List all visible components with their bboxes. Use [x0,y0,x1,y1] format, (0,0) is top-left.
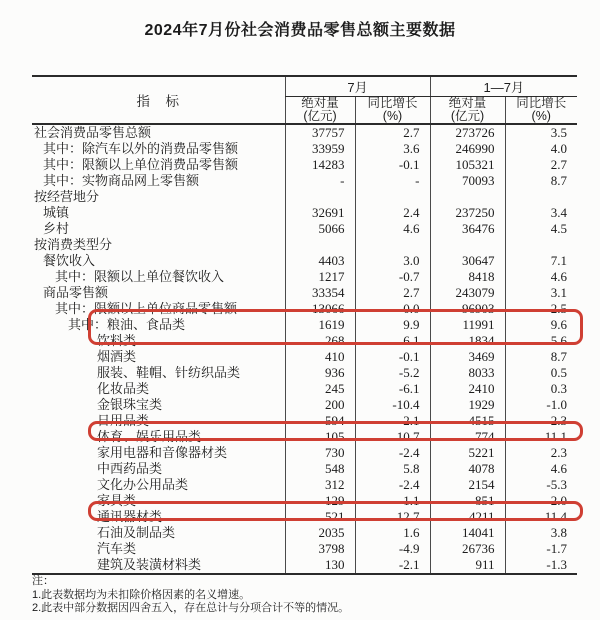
value-cell: 200 [285,397,355,413]
value-cell: 8.7 [505,173,577,189]
indicator-cell: 按经营地分 [34,189,100,204]
value-cell: 2.0 [505,493,577,509]
value-cell: 2154 [430,477,505,493]
value-cell [430,189,505,205]
indicator-cell: 城镇 [43,205,70,220]
table-row [32,397,577,413]
indicator-cell: 石油及制品类 [97,525,176,540]
value-cell: 37757 [285,124,355,141]
value-cell: 410 [285,349,355,365]
value-cell: 11.4 [505,509,577,525]
value-cell [430,237,505,253]
indicator-cell: 饮料类 [97,333,137,348]
table-row [32,173,577,189]
value-cell: 2.7 [355,124,430,141]
footnotes [32,575,349,616]
indicator-cell: 日用品类 [97,413,150,428]
value-cell: 594 [285,413,355,429]
table-row [32,413,577,429]
col-header-abs-july-unit: (亿元) [303,109,337,123]
table-row [32,525,577,541]
value-cell: 4211 [430,509,505,525]
value-cell: 2.7 [355,285,430,301]
indicator-cell: 其中：粮油、食品类 [68,317,186,332]
value-cell: 105 [285,429,355,445]
value-cell: 911 [430,557,505,574]
value-cell: - [285,173,355,189]
value-cell: 8418 [430,269,505,285]
value-cell: 0.0 [355,301,430,317]
value-cell: 14041 [430,525,505,541]
value-cell: 3.4 [505,205,577,221]
month-group-header-july: 7月 [285,76,430,97]
col-header-abs-janjul-name: 绝对量 [448,96,487,110]
footnote-heading: 注： [32,575,54,587]
table-row [32,189,577,205]
col-header-yoy-janjul-unit: (%) [531,109,551,123]
value-cell: 6.1 [355,333,430,349]
value-cell: 33959 [285,141,355,157]
value-cell: 0.5 [505,365,577,381]
value-cell: -2.1 [355,557,430,574]
indicator-cell: 其中：限额以上单位餐饮收入 [55,269,225,284]
table-row [32,477,577,493]
value-cell: -0.7 [355,269,430,285]
footnote-item-2: 2.此表中部分数据因四舍五入，存在总计与分项合计不等的情况。 [32,602,350,614]
value-cell: -10.4 [355,397,430,413]
table-row [32,557,577,574]
value-cell: 3.6 [355,141,430,157]
indicator-cell: 其中：实物商品网上零售额 [43,173,200,188]
col-header-abs-janjul [430,97,505,125]
table-row [32,221,577,237]
indicator-cell: 其中：限额以上单位商品零售额 [55,301,238,316]
value-cell: 7.1 [505,253,577,269]
col-header-yoy-janjul [505,97,577,125]
table-row [32,157,577,173]
value-cell: 730 [285,445,355,461]
value-cell: 13066 [285,301,355,317]
value-cell: -1.7 [505,541,577,557]
table-row [32,124,577,141]
table-container [32,75,577,575]
value-cell: 5221 [430,445,505,461]
value-cell: -6.1 [355,381,430,397]
value-cell [505,237,577,253]
value-cell [355,237,430,253]
table-header [32,76,577,124]
value-cell: 9.9 [355,317,430,333]
col-header-abs-janjul-unit: (亿元) [450,109,485,123]
value-cell: 9.6 [505,317,577,333]
indicator-cell: 社会消费品零售总额 [34,125,152,140]
value-cell: 70093 [430,173,505,189]
table-body [32,124,577,574]
table-row [32,349,577,365]
value-cell: 2.3 [505,445,577,461]
value-cell: 2.4 [355,205,430,221]
value-cell: 2.5 [505,301,577,317]
value-cell: 10.7 [355,429,430,445]
value-cell: 105321 [430,157,505,173]
value-cell: 1619 [285,317,355,333]
value-cell: 33354 [285,285,355,301]
value-cell: 96903 [430,301,505,317]
value-cell: 8.7 [505,349,577,365]
value-cell: 2410 [430,381,505,397]
value-cell: 245 [285,381,355,397]
value-cell: 14283 [285,157,355,173]
value-cell: 11991 [430,317,505,333]
value-cell: 36476 [430,221,505,237]
value-cell: -2.4 [355,477,430,493]
value-cell: 3798 [285,541,355,557]
value-cell: 936 [285,365,355,381]
table-row [32,509,577,525]
indicator-cell: 建筑及装潢材料类 [97,557,202,572]
value-cell: 243079 [430,285,505,301]
value-cell: 130 [285,557,355,574]
table-row [32,381,577,397]
value-cell: 4078 [430,461,505,477]
table-row [32,541,577,557]
month-group-header-jan-jul: 1—7月 [430,76,577,97]
value-cell: 3.1 [505,285,577,301]
value-cell: 237250 [430,205,505,221]
indicator-cell: 化妆品类 [97,381,150,396]
value-cell: -1.3 [505,557,577,574]
value-cell: 5.6 [505,333,577,349]
indicator-cell: 文化办公用品类 [97,477,189,492]
col-header-yoy-july-name: 同比增长 [367,96,418,110]
page-title: 2024年7月份社会消费品零售总额主要数据 [144,22,456,39]
value-cell: -0.1 [355,349,430,365]
table-row [32,253,577,269]
value-cell: 4515 [430,413,505,429]
value-cell: 273726 [430,124,505,141]
indicator-cell: 家用电器和音像器材类 [97,445,228,460]
value-cell: 5066 [285,221,355,237]
table-row [32,365,577,381]
value-cell: - [355,173,430,189]
value-cell: 4.6 [505,269,577,285]
data-table [32,75,577,575]
value-cell: -1.0 [505,397,577,413]
value-cell: -5.3 [505,477,577,493]
table-row [32,493,577,509]
indicator-cell: 中西药品类 [97,461,163,476]
value-cell: 2035 [285,525,355,541]
value-cell: 4.0 [505,141,577,157]
value-cell: 1217 [285,269,355,285]
value-cell: 11.1 [505,429,577,445]
indicator-cell: 商品零售额 [43,285,109,300]
table-row [32,205,577,221]
value-cell: 1929 [430,397,505,413]
value-cell: 5.8 [355,461,430,477]
table-row [32,285,577,301]
table-row [32,237,577,253]
value-cell: 8033 [430,365,505,381]
value-cell: 32691 [285,205,355,221]
col-header-abs-july [285,97,355,125]
value-cell: 3.5 [505,124,577,141]
table-row [32,333,577,349]
value-cell [285,189,355,205]
indicator-cell: 汽车类 [97,541,137,556]
value-cell: 3.0 [355,253,430,269]
value-cell: 548 [285,461,355,477]
table-row [32,461,577,477]
table-row [32,141,577,157]
value-cell: 2.7 [505,157,577,173]
col-header-yoy-july-unit: (%) [382,109,403,123]
indicator-cell: 其中：限额以上单位消费品零售额 [43,157,239,172]
value-cell: 12.7 [355,509,430,525]
indicator-cell: 金银珠宝类 [97,397,163,412]
value-cell: 3.8 [505,525,577,541]
value-cell: 26736 [430,541,505,557]
value-cell [285,237,355,253]
value-cell: 268 [285,333,355,349]
table-row [32,301,577,317]
value-cell: 30647 [430,253,505,269]
value-cell: -1.1 [355,493,430,509]
indicator-cell: 服装、鞋帽、针纺织品类 [97,365,241,380]
indicator-cell: 通讯器材类 [97,509,163,524]
value-cell: 774 [430,429,505,445]
indicator-cell: 乡村 [43,221,70,236]
value-cell: 3469 [430,349,505,365]
value-cell [355,189,430,205]
value-cell: 2.3 [505,413,577,429]
value-cell: -2.4 [355,445,430,461]
indicator-cell: 餐饮收入 [43,253,96,268]
indicator-cell: 家具类 [97,493,137,508]
value-cell: 1.6 [355,525,430,541]
value-cell: 2.1 [355,413,430,429]
table-row [32,317,577,333]
value-cell: 851 [430,493,505,509]
value-cell: -0.1 [355,157,430,173]
value-cell: 4.6 [505,461,577,477]
value-cell: 4403 [285,253,355,269]
value-cell [505,189,577,205]
indicator-cell: 体育、娱乐用品类 [97,429,202,444]
value-cell: 4.6 [355,221,430,237]
col-header-yoy-july [355,97,430,125]
value-cell: 4.5 [505,221,577,237]
value-cell: -4.9 [355,541,430,557]
table-row [32,429,577,445]
value-cell: 312 [285,477,355,493]
footnote-item-1: 1.此表数据均为未扣除价格因素的名义增速。 [32,588,251,601]
col-header-abs-july-name: 绝对量 [301,96,339,110]
value-cell: 521 [285,509,355,525]
indicator-cell: 烟酒类 [97,349,137,364]
table-row [32,269,577,285]
value-cell: 246990 [430,141,505,157]
value-cell: 1834 [430,333,505,349]
indicator-cell: 其中：除汽车以外的消费品零售额 [43,141,239,156]
indicator-column-header: 指 标 [136,94,180,109]
value-cell: 0.3 [505,381,577,397]
value-cell: 129 [285,493,355,509]
table-row [32,445,577,461]
value-cell: -5.2 [355,365,430,381]
indicator-cell: 按消费类型分 [34,237,113,252]
col-header-yoy-janjul-name: 同比增长 [516,96,567,110]
